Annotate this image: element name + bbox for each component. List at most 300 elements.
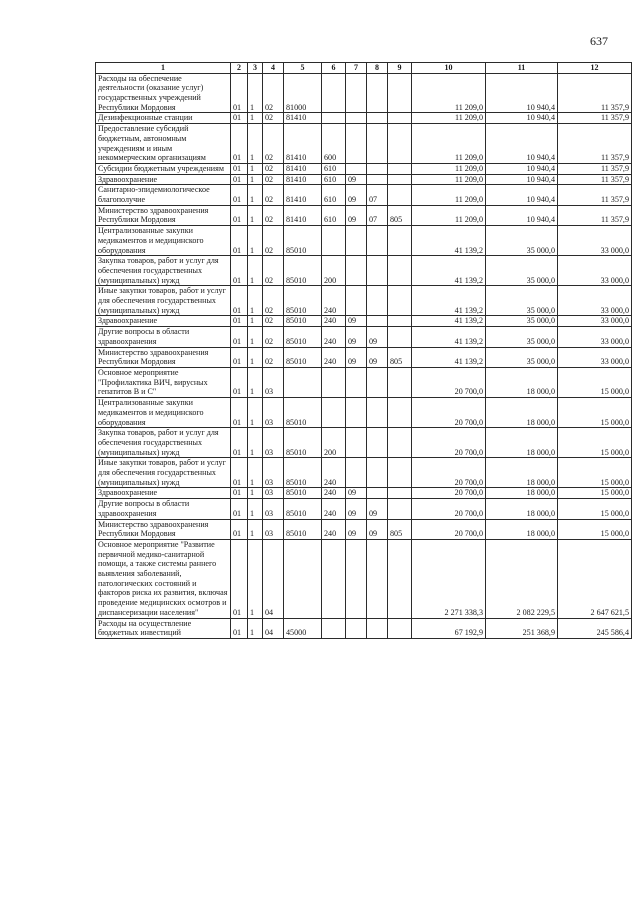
row-name-cell: Санитарно-эпидемиологическое благополучие [96,185,231,205]
subprogram-code-cell: 1 [248,428,263,458]
direction-code-cell: 81410 [284,124,322,164]
subprogram-code-cell: 1 [248,163,263,174]
row-name-cell: Предоставление субсидий бюджетным, автономным учреждениям и иным некоммерческим организациям [96,124,231,164]
program-code-cell: 01 [231,185,248,205]
program-code-cell: 01 [231,488,248,499]
subsection-cell [367,488,388,499]
table-row [96,398,632,428]
subprogram-code-cell: 1 [248,226,263,256]
subprogram-code-cell: 1 [248,73,263,113]
ministry-code-cell [388,185,412,205]
activity-code-cell: 02 [263,185,284,205]
expense-type-cell: 200 [322,256,346,286]
amount-year2-cell: 35 000,0 [486,316,558,327]
column-header: 5 [284,63,322,74]
row-name-cell: Расходы на обеспечение деятельности (оказание услуг) государственных учреждений Республики Мордовия [96,73,231,113]
subsection-cell [367,163,388,174]
ministry-code-cell [388,256,412,286]
ministry-code-cell [388,618,412,638]
table-row [96,174,632,185]
subprogram-code-cell: 1 [248,458,263,488]
row-name-cell: Иные закупки товаров, работ и услуг для обеспечения государственных (муниципальных) нужд [96,458,231,488]
column-header: 12 [558,63,632,74]
subprogram-code-cell: 1 [248,185,263,205]
subprogram-code-cell: 1 [248,327,263,347]
section-cell: 09 [346,499,367,519]
subprogram-code-cell: 1 [248,205,263,225]
amount-year2-cell: 35 000,0 [486,286,558,316]
amount-year2-cell: 35 000,0 [486,327,558,347]
amount-year3-cell: 15 000,0 [558,499,632,519]
subsection-cell [367,428,388,458]
section-cell [346,618,367,638]
amount-year2-cell: 18 000,0 [486,398,558,428]
section-cell [346,286,367,316]
column-header: 11 [486,63,558,74]
amount-year3-cell: 33 000,0 [558,316,632,327]
amount-year3-cell: 2 647 621,5 [558,539,632,618]
subsection-cell [367,174,388,185]
table-row [96,428,632,458]
section-cell [346,163,367,174]
direction-code-cell: 85010 [284,488,322,499]
program-code-cell: 01 [231,113,248,124]
amount-year3-cell: 33 000,0 [558,347,632,367]
amount-year1-cell: 20 700,0 [412,488,486,499]
ministry-code-cell [388,488,412,499]
amount-year1-cell: 20 700,0 [412,458,486,488]
ministry-code-cell: 805 [388,347,412,367]
ministry-code-cell [388,428,412,458]
subsection-cell [367,124,388,164]
ministry-code-cell [388,113,412,124]
program-code-cell: 01 [231,458,248,488]
activity-code-cell: 03 [263,488,284,499]
subprogram-code-cell: 1 [248,316,263,327]
program-code-cell: 01 [231,174,248,185]
row-name-cell: Министерство здравоохранения Республики Мордовия [96,205,231,225]
section-cell [346,539,367,618]
expense-type-cell: 610 [322,163,346,174]
activity-code-cell: 03 [263,458,284,488]
expense-type-cell [322,398,346,428]
amount-year1-cell: 11 209,0 [412,163,486,174]
table-row [96,185,632,205]
table-row [96,327,632,347]
subprogram-code-cell: 1 [248,367,263,397]
subsection-cell: 09 [367,519,388,539]
row-name-cell: Закупка товаров, работ и услуг для обеспечения государственных (муниципальных) нужд [96,428,231,458]
program-code-cell: 01 [231,539,248,618]
amount-year1-cell: 11 209,0 [412,174,486,185]
table-row [96,347,632,367]
direction-code-cell: 81410 [284,185,322,205]
ministry-code-cell [388,458,412,488]
section-cell [346,124,367,164]
direction-code-cell: 81410 [284,113,322,124]
program-code-cell: 01 [231,347,248,367]
subsection-cell [367,286,388,316]
subsection-cell [367,73,388,113]
expense-type-cell: 240 [322,519,346,539]
direction-code-cell: 85010 [284,398,322,428]
subprogram-code-cell: 1 [248,286,263,316]
ministry-code-cell [388,226,412,256]
section-cell: 09 [346,327,367,347]
amount-year3-cell: 15 000,0 [558,458,632,488]
section-cell: 09 [346,316,367,327]
budget-table [95,62,632,639]
program-code-cell: 01 [231,205,248,225]
amount-year1-cell: 41 139,2 [412,256,486,286]
amount-year3-cell: 15 000,0 [558,488,632,499]
section-cell: 09 [346,519,367,539]
expense-type-cell: 240 [322,458,346,488]
subsection-cell [367,539,388,618]
direction-code-cell: 81410 [284,205,322,225]
amount-year1-cell: 41 139,2 [412,347,486,367]
section-cell: 09 [346,347,367,367]
activity-code-cell: 02 [263,124,284,164]
amount-year1-cell: 11 209,0 [412,205,486,225]
expense-type-cell [322,113,346,124]
expense-type-cell [322,73,346,113]
amount-year3-cell: 33 000,0 [558,327,632,347]
direction-code-cell: 85010 [284,347,322,367]
ministry-code-cell [388,398,412,428]
ministry-code-cell [388,174,412,185]
row-name-cell: Министерство здравоохранения Республики Мордовия [96,519,231,539]
expense-type-cell: 240 [322,488,346,499]
subsection-cell: 07 [367,185,388,205]
expense-type-cell [322,226,346,256]
row-name-cell: Основное мероприятие "Профилактика ВИЧ, вирусных гепатитов В и С" [96,367,231,397]
amount-year2-cell: 35 000,0 [486,256,558,286]
column-header: 9 [388,63,412,74]
table-row [96,499,632,519]
amount-year2-cell: 10 940,4 [486,205,558,225]
section-cell: 09 [346,185,367,205]
table-row [96,519,632,539]
column-header: 10 [412,63,486,74]
table-row [96,205,632,225]
direction-code-cell: 85010 [284,428,322,458]
row-name-cell: Другие вопросы в области здравоохранения [96,327,231,347]
activity-code-cell: 03 [263,428,284,458]
amount-year1-cell: 11 209,0 [412,113,486,124]
program-code-cell: 01 [231,316,248,327]
amount-year1-cell: 11 209,0 [412,185,486,205]
direction-code-cell: 85010 [284,458,322,488]
activity-code-cell: 03 [263,367,284,397]
column-header: 2 [231,63,248,74]
amount-year1-cell: 41 139,2 [412,226,486,256]
program-code-cell: 01 [231,286,248,316]
amount-year2-cell: 10 940,4 [486,163,558,174]
row-name-cell: Расходы на осуществление бюджетных инвестиций [96,618,231,638]
table-row [96,618,632,638]
direction-code-cell: 85010 [284,519,322,539]
section-cell [346,226,367,256]
activity-code-cell: 03 [263,519,284,539]
amount-year3-cell: 245 586,4 [558,618,632,638]
expense-type-cell [322,367,346,397]
program-code-cell: 01 [231,519,248,539]
activity-code-cell: 02 [263,256,284,286]
program-code-cell: 01 [231,124,248,164]
activity-code-cell: 02 [263,174,284,185]
row-name-cell: Централизованные закупки медикаментов и медицинского оборудования [96,398,231,428]
expense-type-cell: 240 [322,499,346,519]
activity-code-cell: 04 [263,539,284,618]
activity-code-cell: 02 [263,327,284,347]
program-code-cell: 01 [231,367,248,397]
subsection-cell [367,398,388,428]
amount-year1-cell: 41 139,2 [412,327,486,347]
subsection-cell [367,226,388,256]
direction-code-cell: 85010 [284,286,322,316]
table-row [96,488,632,499]
activity-code-cell: 03 [263,499,284,519]
column-header: 3 [248,63,263,74]
program-code-cell: 01 [231,327,248,347]
amount-year3-cell: 11 357,9 [558,124,632,164]
table-row [96,73,632,113]
program-code-cell: 01 [231,428,248,458]
ministry-code-cell [388,327,412,347]
amount-year3-cell: 11 357,9 [558,113,632,124]
amount-year3-cell: 15 000,0 [558,519,632,539]
amount-year2-cell: 18 000,0 [486,458,558,488]
amount-year2-cell: 2 082 229,5 [486,539,558,618]
ministry-code-cell: 805 [388,519,412,539]
row-name-cell: Здравоохранение [96,174,231,185]
amount-year2-cell: 35 000,0 [486,226,558,256]
ministry-code-cell [388,163,412,174]
direction-code-cell: 81000 [284,73,322,113]
ministry-code-cell [388,539,412,618]
expense-type-cell: 610 [322,174,346,185]
row-name-cell: Дезинфекционные станции [96,113,231,124]
subprogram-code-cell: 1 [248,499,263,519]
table-header-row [96,63,632,74]
expense-type-cell: 610 [322,205,346,225]
subprogram-code-cell: 1 [248,113,263,124]
expense-type-cell [322,618,346,638]
activity-code-cell: 02 [263,205,284,225]
amount-year1-cell: 20 700,0 [412,398,486,428]
expense-type-cell: 200 [322,428,346,458]
activity-code-cell: 02 [263,286,284,316]
program-code-cell: 01 [231,618,248,638]
amount-year1-cell: 41 139,2 [412,286,486,316]
program-code-cell: 01 [231,499,248,519]
row-name-cell: Закупка товаров, работ и услуг для обеспечения государственных (муниципальных) нужд [96,256,231,286]
direction-code-cell [284,539,322,618]
table-row [96,458,632,488]
activity-code-cell: 02 [263,163,284,174]
program-code-cell: 01 [231,256,248,286]
direction-code-cell: 85010 [284,327,322,347]
amount-year1-cell: 20 700,0 [412,519,486,539]
amount-year1-cell: 11 209,0 [412,124,486,164]
activity-code-cell: 02 [263,113,284,124]
row-name-cell: Здравоохранение [96,316,231,327]
amount-year1-cell: 20 700,0 [412,428,486,458]
subprogram-code-cell: 1 [248,347,263,367]
amount-year3-cell: 11 357,9 [558,205,632,225]
section-cell [346,73,367,113]
amount-year3-cell: 15 000,0 [558,398,632,428]
amount-year3-cell: 11 357,9 [558,73,632,113]
amount-year3-cell: 33 000,0 [558,286,632,316]
subsection-cell [367,113,388,124]
subprogram-code-cell: 1 [248,124,263,164]
table-body [96,73,632,638]
ministry-code-cell [388,316,412,327]
amount-year2-cell: 10 940,4 [486,174,558,185]
direction-code-cell: 81410 [284,163,322,174]
subprogram-code-cell: 1 [248,398,263,428]
section-cell [346,256,367,286]
row-name-cell: Субсидии бюджетным учреждениям [96,163,231,174]
direction-code-cell: 81410 [284,174,322,185]
amount-year1-cell: 20 700,0 [412,499,486,519]
row-name-cell: Другие вопросы в области здравоохранения [96,499,231,519]
amount-year1-cell: 41 139,2 [412,316,486,327]
row-name-cell: Министерство здравоохранения Республики Мордовия [96,347,231,367]
table-row [96,367,632,397]
expense-type-cell: 600 [322,124,346,164]
section-cell: 09 [346,488,367,499]
subprogram-code-cell: 1 [248,618,263,638]
amount-year1-cell: 67 192,9 [412,618,486,638]
expense-type-cell: 240 [322,347,346,367]
subsection-cell [367,256,388,286]
direction-code-cell: 85010 [284,256,322,286]
program-code-cell: 01 [231,73,248,113]
table-row [96,316,632,327]
amount-year3-cell: 11 357,9 [558,163,632,174]
section-cell [346,428,367,458]
direction-code-cell: 85010 [284,226,322,256]
amount-year1-cell: 2 271 338,3 [412,539,486,618]
amount-year2-cell: 18 000,0 [486,499,558,519]
activity-code-cell: 02 [263,226,284,256]
amount-year2-cell: 18 000,0 [486,488,558,499]
table-row [96,256,632,286]
section-cell [346,113,367,124]
row-name-cell: Здравоохранение [96,488,231,499]
table-row [96,226,632,256]
program-code-cell: 01 [231,163,248,174]
direction-code-cell: 45000 [284,618,322,638]
ministry-code-cell [388,367,412,397]
section-cell [346,458,367,488]
ministry-code-cell [388,286,412,316]
amount-year2-cell: 18 000,0 [486,367,558,397]
subprogram-code-cell: 1 [248,256,263,286]
subsection-cell: 07 [367,205,388,225]
amount-year3-cell: 11 357,9 [558,185,632,205]
section-cell [346,367,367,397]
subsection-cell: 09 [367,499,388,519]
amount-year2-cell: 10 940,4 [486,73,558,113]
expense-type-cell: 240 [322,286,346,316]
amount-year2-cell: 18 000,0 [486,428,558,458]
subprogram-code-cell: 1 [248,488,263,499]
amount-year2-cell: 251 368,9 [486,618,558,638]
table-row [96,539,632,618]
program-code-cell: 01 [231,398,248,428]
activity-code-cell: 02 [263,316,284,327]
subsection-cell: 09 [367,347,388,367]
ministry-code-cell [388,124,412,164]
amount-year3-cell: 11 357,9 [558,174,632,185]
amount-year1-cell: 20 700,0 [412,367,486,397]
subsection-cell [367,458,388,488]
amount-year3-cell: 33 000,0 [558,256,632,286]
row-name-cell: Централизованные закупки медикаментов и медицинского оборудования [96,226,231,256]
column-header: 6 [322,63,346,74]
activity-code-cell: 02 [263,347,284,367]
table-row [96,113,632,124]
section-cell [346,398,367,428]
section-cell: 09 [346,205,367,225]
amount-year2-cell: 10 940,4 [486,185,558,205]
table-row [96,124,632,164]
subprogram-code-cell: 1 [248,519,263,539]
subsection-cell: 09 [367,327,388,347]
subprogram-code-cell: 1 [248,539,263,618]
page-number: 637 [590,34,608,48]
ministry-code-cell: 805 [388,205,412,225]
amount-year3-cell: 33 000,0 [558,226,632,256]
direction-code-cell: 85010 [284,499,322,519]
amount-year3-cell: 15 000,0 [558,367,632,397]
ministry-code-cell [388,499,412,519]
subprogram-code-cell: 1 [248,174,263,185]
row-name-cell: Основное мероприятие "Развитие первичной медико-санитарной помощи, а также системы раннего выявления заболеваний, патологических состояний и факторов риска их развития, включая проведение медицинских осмотров и диспансеризации населения" [96,539,231,618]
amount-year3-cell: 15 000,0 [558,428,632,458]
amount-year2-cell: 10 940,4 [486,124,558,164]
expense-type-cell: 240 [322,327,346,347]
activity-code-cell: 02 [263,73,284,113]
subsection-cell [367,316,388,327]
amount-year2-cell: 10 940,4 [486,113,558,124]
direction-code-cell: 85010 [284,316,322,327]
table-row [96,286,632,316]
activity-code-cell: 03 [263,398,284,428]
expense-type-cell [322,539,346,618]
amount-year2-cell: 35 000,0 [486,347,558,367]
row-name-cell: Иные закупки товаров, работ и услуг для обеспечения государственных (муниципальных) нужд [96,286,231,316]
amount-year1-cell: 11 209,0 [412,73,486,113]
column-header: 4 [263,63,284,74]
program-code-cell: 01 [231,226,248,256]
section-cell: 09 [346,174,367,185]
column-header: 1 [96,63,231,74]
direction-code-cell [284,367,322,397]
subsection-cell [367,618,388,638]
expense-type-cell: 240 [322,316,346,327]
subsection-cell [367,367,388,397]
amount-year2-cell: 18 000,0 [486,519,558,539]
column-header: 8 [367,63,388,74]
column-header: 7 [346,63,367,74]
ministry-code-cell [388,73,412,113]
table-row [96,163,632,174]
